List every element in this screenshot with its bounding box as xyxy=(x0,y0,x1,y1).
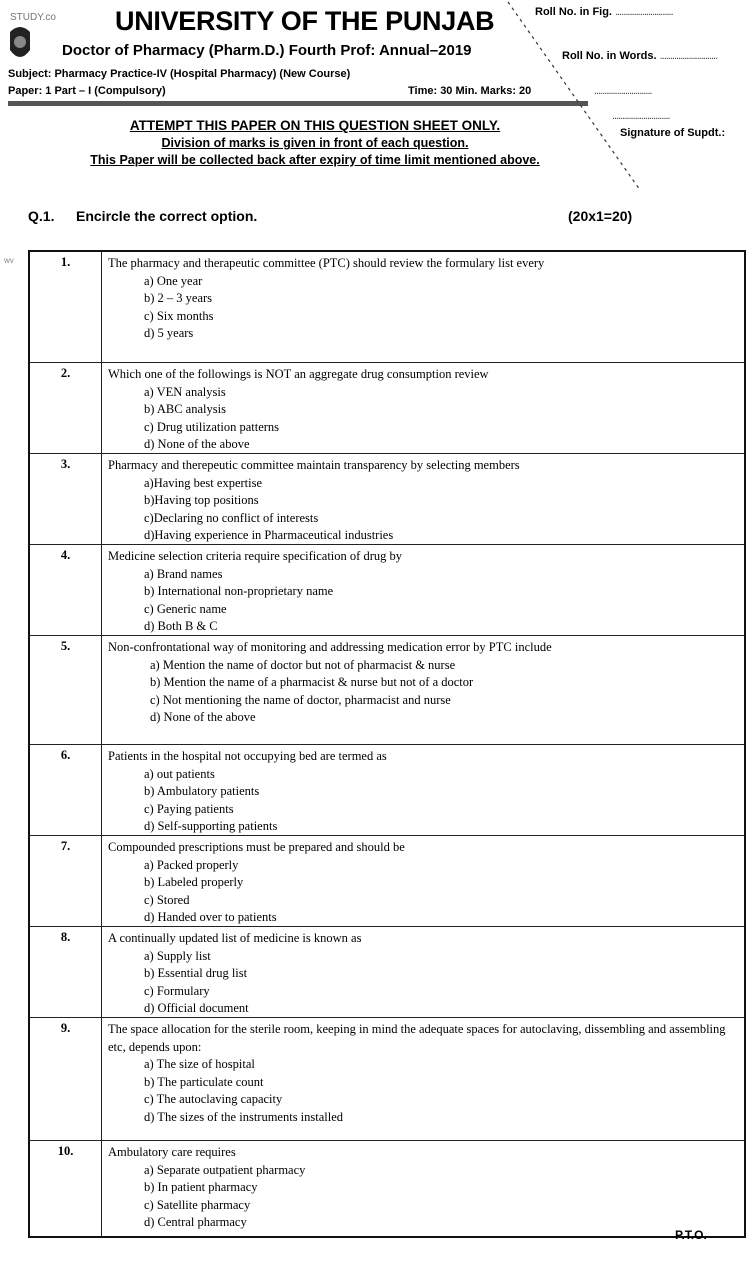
answer-option[interactable]: b)Having top positions xyxy=(144,493,259,507)
mcq-table xyxy=(28,250,746,1238)
answer-option[interactable]: d) Both B & C xyxy=(144,619,218,633)
roll-no-words-field[interactable] xyxy=(562,50,717,62)
answer-option[interactable]: c) Stored xyxy=(144,892,190,907)
question-row xyxy=(30,635,744,744)
answer-option[interactable]: b) Mention the name of a pharmacist & nurse but not of a doctor xyxy=(150,675,474,689)
question-row xyxy=(30,835,744,926)
answer-option[interactable]: b) Essential drug list xyxy=(144,966,248,980)
paper-line: Paper: 1 Part – I (Compulsory) xyxy=(8,85,166,97)
question-number-cell: 3. xyxy=(30,454,102,544)
question-text: Pharmacy and therepeutic committee maintain transparency by selecting members xyxy=(108,458,520,472)
signature-label: Signature of Supdt.: xyxy=(620,127,726,139)
answer-option[interactable]: a) Mention the name of doctor but not of pharmacist & nurse xyxy=(150,657,456,672)
question-row xyxy=(30,744,744,835)
answer-option[interactable]: a) Separate outpatient pharmacy xyxy=(144,1162,306,1177)
answer-option[interactable]: c) Paying patients xyxy=(144,801,234,816)
program-title: Doctor of Pharmacy (Pharm.D.) Fourth Prof: Annual–2019 xyxy=(62,42,472,59)
question-number-cell: 10. xyxy=(30,1141,102,1236)
question-cell xyxy=(102,363,744,453)
instruction-2: Division of marks is given in front of each question. xyxy=(161,136,469,150)
answer-option[interactable]: a) One year xyxy=(144,273,203,288)
answer-option[interactable]: d) Self-supporting patients xyxy=(144,819,278,833)
roll-no-fig-field[interactable] xyxy=(535,6,673,18)
university-crest-icon xyxy=(6,22,34,64)
question-number-cell: 7. xyxy=(30,836,102,926)
answer-option[interactable]: d)Having experience in Pharmaceutical industries xyxy=(144,528,394,542)
question-cell xyxy=(102,545,744,635)
question-number-cell: 8. xyxy=(30,927,102,1017)
question-number-cell: 4. xyxy=(30,545,102,635)
answer-option[interactable]: a) VEN analysis xyxy=(144,384,226,399)
answer-option[interactable]: b) Ambulatory patients xyxy=(144,784,260,798)
question-text: The pharmacy and therapeutic committee (PTC) should review the formulary list every xyxy=(108,256,545,270)
answer-option[interactable]: b) 2 – 3 years xyxy=(144,291,213,305)
instruction-1: ATTEMPT THIS PAPER ON THIS QUESTION SHEET ONLY. xyxy=(129,118,501,133)
margin-mark: wv xyxy=(4,256,14,265)
instruction-3: This Paper will be collected back after expiry of time limit mentioned above. xyxy=(90,153,540,167)
answer-option[interactable]: c) Generic name xyxy=(144,601,227,616)
question-row xyxy=(30,453,744,544)
question-cell xyxy=(102,252,744,362)
answer-option[interactable]: d) 5 years xyxy=(144,326,194,340)
question-cell xyxy=(102,836,744,926)
question-number-cell: 9. xyxy=(30,1018,102,1140)
answer-option[interactable]: d) Central pharmacy xyxy=(144,1215,247,1229)
answer-option[interactable]: a) Packed properly xyxy=(144,857,239,872)
answer-option[interactable]: d) Official document xyxy=(144,1001,249,1015)
roll-no-words-dots: ............................ xyxy=(659,50,718,62)
question-cell xyxy=(102,454,744,544)
question-text: Non-confrontational way of monitoring and addressing medication error by PTC include xyxy=(108,640,552,654)
question-text: Medicine selection criteria require specification of drug by xyxy=(108,549,402,563)
question-text: A continually updated list of medicine is known as xyxy=(108,931,362,945)
question-text: Ambulatory care requires xyxy=(108,1145,236,1159)
roll-no-fig-dots: ............................ xyxy=(615,6,673,18)
pto-label: P.T.O. xyxy=(675,1228,707,1242)
subject-line: Subject: Pharmacy Practice-IV (Hospital Pharmacy) (New Course) xyxy=(8,68,351,80)
question-text: Compounded prescriptions must be prepared and should be xyxy=(108,840,405,854)
signature-dots: ............................ xyxy=(612,110,670,122)
answer-option[interactable]: c) Six months xyxy=(144,308,214,323)
answer-option[interactable]: a) Supply list xyxy=(144,948,211,963)
answer-option[interactable]: c) Satellite pharmacy xyxy=(144,1197,251,1212)
answer-option[interactable]: b) The particulate count xyxy=(144,1074,264,1089)
question-number-cell: 6. xyxy=(30,745,102,835)
question-text: The space allocation for the sterile room, keeping in mind the adequate spaces for autoclaving, dissembling and assembling etc, depends upon: xyxy=(108,1022,726,1054)
answer-option[interactable]: a) out patients xyxy=(144,766,215,781)
question-row xyxy=(30,252,744,362)
answer-option[interactable]: c) Drug utilization patterns xyxy=(144,419,280,434)
question-cell xyxy=(102,1141,744,1236)
question-row xyxy=(30,544,744,635)
question-instruction: Encircle the correct option. xyxy=(76,208,258,224)
question-cell xyxy=(102,1018,744,1140)
answer-option[interactable]: a) Brand names xyxy=(144,566,223,581)
question-number-cell: 5. xyxy=(30,636,102,744)
answer-option[interactable]: a) The size of hospital xyxy=(144,1057,255,1071)
question-row xyxy=(30,1017,744,1140)
answer-option[interactable]: d) None of the above xyxy=(144,437,250,451)
question-text: Patients in the hospital not occupying bed are termed as xyxy=(108,749,387,763)
question-cell xyxy=(102,927,744,1017)
question-cell xyxy=(102,745,744,835)
answer-option[interactable]: b) Labeled properly xyxy=(144,875,244,889)
roll-no-words-label: Roll No. in Words. xyxy=(562,50,657,62)
answer-option[interactable]: c) Not mentioning the name of doctor, pharmacist and nurse xyxy=(150,692,451,707)
question-row xyxy=(30,362,744,453)
question-row xyxy=(30,1140,744,1236)
question-number-cell: 2. xyxy=(30,363,102,453)
question-row xyxy=(30,926,744,1017)
answer-option[interactable]: a)Having best expertise xyxy=(144,475,263,490)
roll-no-fig-label: Roll No. in Fig. xyxy=(535,6,612,18)
answer-option[interactable]: b) International non-proprietary name xyxy=(144,584,334,598)
answer-option[interactable]: b) In patient pharmacy xyxy=(144,1180,258,1194)
answer-option[interactable]: c) Formulary xyxy=(144,983,210,998)
answer-option[interactable]: b) ABC analysis xyxy=(144,402,226,416)
watermark: STUDY.co xyxy=(10,12,56,23)
question-marks: (20x1=20) xyxy=(568,208,633,224)
question-cell xyxy=(102,636,744,744)
answer-option[interactable]: d) The sizes of the instruments installed xyxy=(144,1109,344,1124)
answer-option[interactable]: d) Handed over to patients xyxy=(144,910,277,924)
question-number: Q.1. xyxy=(28,208,55,224)
question-number-cell: 1. xyxy=(30,252,102,362)
question-text: Which one of the followings is NOT an aggregate drug consumption review xyxy=(108,367,489,381)
university-title: UNIVERSITY OF THE PUNJAB xyxy=(115,6,495,36)
answer-option[interactable]: c) The autoclaving capacity xyxy=(144,1092,283,1106)
answer-option[interactable]: d) None of the above xyxy=(150,710,256,724)
diagonal-cut-line xyxy=(480,0,660,200)
extra-dots: ............................ xyxy=(594,85,652,97)
time-marks: Time: 30 Min. Marks: 20 xyxy=(408,85,532,97)
answer-option[interactable]: c)Declaring no conflict of interests xyxy=(144,510,319,525)
